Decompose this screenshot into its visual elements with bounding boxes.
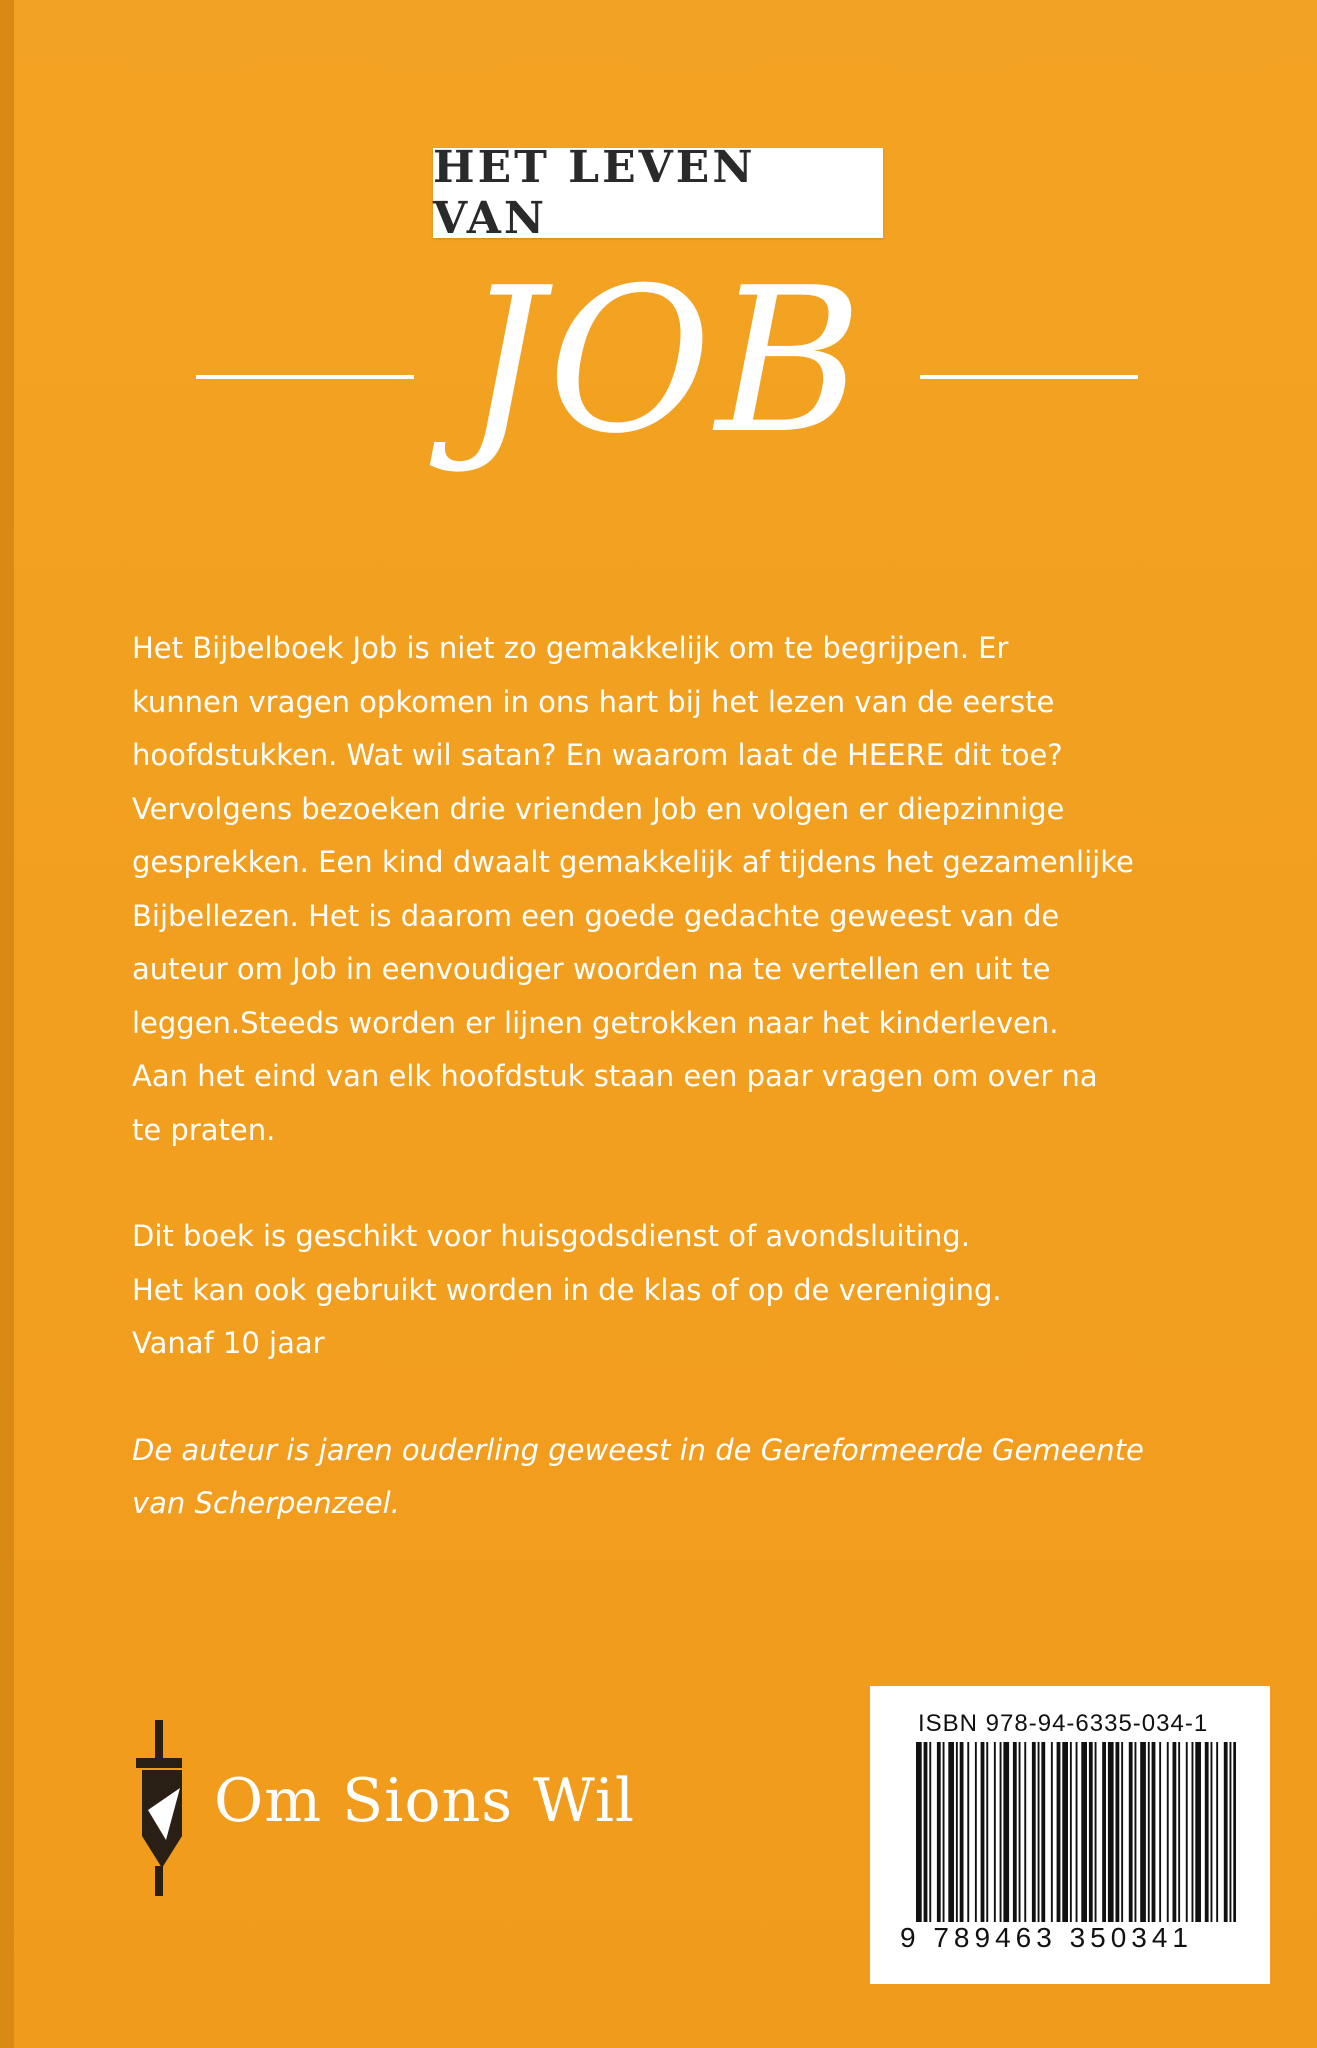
isbn-text: ISBN 978-94-6335-034-1 [918, 1710, 1209, 1737]
sword-shield-icon [122, 1718, 202, 1898]
text-line: De auteur is jaren ouderling geweest in de Gereformeerde Gemeente [132, 1432, 1144, 1467]
publisher-name: Om Sions Wil [214, 1766, 636, 1836]
barcode-digits: 9 789463 350341 [900, 1922, 1193, 1953]
text-line: leggen.Steeds worden er lijnen getrokken naar het kinderleven. [132, 1005, 1059, 1040]
subtitle-box [433, 142, 883, 244]
usage-paragraph [132, 1210, 1222, 1371]
text-line: Aan het eind van elk hoofdstuk staan een paar vragen om over na [132, 1059, 1098, 1093]
barcode-bars [916, 1742, 1236, 1932]
age-line: Vanaf 10 jaar [132, 1326, 325, 1360]
publisher-logo [122, 1718, 722, 1898]
text-line: Het Bijbelboek Job is niet zo gemakkelijk om te begrijpen. Er [132, 631, 1009, 665]
text-line: gesprekken. Een kind dwaalt gemakkelijk af tijdens het gezamenlijke [132, 845, 1134, 879]
barcode-box [870, 1686, 1270, 1984]
title-rule-right [920, 375, 1138, 379]
author-note [132, 1424, 1222, 1531]
text-line: van Scherpenzeel. [132, 1486, 400, 1520]
text-line: auteur om Job in eenvoudiger woorden na te vertellen en uit te [132, 952, 1051, 986]
title-rule-left [196, 375, 414, 379]
text-line: hoofdstukken. Wat wil satan? En waarom laat de HEERE dit toe? [132, 738, 1063, 772]
description-paragraph [132, 622, 1222, 1157]
text-line: Dit boek is geschikt voor huisgodsdienst of avondsluiting. [132, 1219, 970, 1253]
text-line: Het kan ook gebruikt worden in de klas of op de vereniging. [132, 1272, 1002, 1307]
text-line: te praten. [132, 1112, 276, 1147]
subtitle: HET LEVEN VAN [433, 142, 756, 244]
description-block [132, 622, 1222, 1531]
book-title: JOB [463, 245, 867, 478]
text-line: Vervolgens bezoeken drie vrienden Job en volgen er diepzinnige [132, 791, 1065, 826]
text-line: Bijbellezen. Het is daarom een goede gedachte geweest van de [132, 898, 1060, 933]
text-line: kunnen vragen opkomen in ons hart bij het lezen van de eerste [132, 684, 1055, 719]
